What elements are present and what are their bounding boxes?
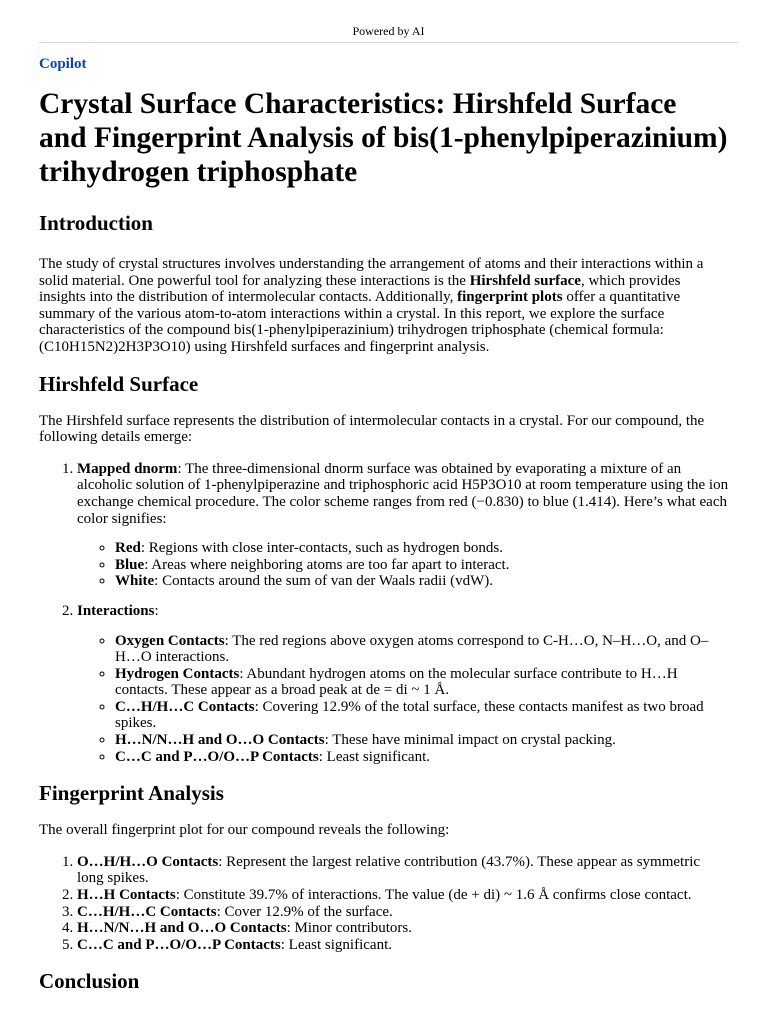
intro-paragraph: The study of crystal structures involves understanding the arrangement of atoms and their interactions within a solid material. One powerful tool for analyzing these interactions is the Hirshfeld surface, which provides insights into the distribution of intermolecular contacts. Additionally, fingerprint plots offer a quantitative summary of the various atom-to-atom interactions within a crystal. In this report, we explore the surface characteristics of the compound bis(1-phenylpiperazinium) trihydrogen triphosphate (chemical formula: (C10H15N2)2H3P3O10) using Hirshfeld surfaces and fingerprint analysis. (39, 256, 704, 355)
section-heading-fingerprint: Fingerprint Analysis (39, 781, 224, 806)
fingerprint-list (39, 854, 729, 954)
section-heading-introduction: Introduction (39, 211, 153, 235)
list-item: ◦ C…C and P…O/O…P Contacts: Least significant. (115, 749, 729, 766)
list-item: ◦ H…N/N…H and O…O Contacts: These have minimal impact on crystal packing. (115, 732, 729, 749)
list-item: 4. H…N/N…H and O…O Contacts: Minor contributors. (77, 920, 729, 937)
list-item: ◦ White: Contacts around the sum of van der Waals radii (vdW). (115, 573, 729, 590)
list-item: 3. C…H/H…C Contacts: Cover 12.9% of the surface. (77, 904, 729, 921)
section-heading-hirshfeld: Hirshfeld Surface (39, 371, 199, 396)
list-item: 2. Interactions: ◦ Oxygen Contacts: The red regions above oxygen atoms correspond to C-H…O, N–H…O, and O–H…O interactions. ◦ Hydrogen Contacts: Abundant hydrogen atoms on the molecular surface contribute to H…H contacts. These appear as a broad peak at de = di ~ 1 Å. ◦ C…H/H…C Contacts: Covering 12.9% of the total surface, these contacts manifest as two broad spikes. ◦ H…N/N…H and O…O Contacts: These have minimal impact on crystal packing. ◦ C…C and P…O/O…P Contacts: Least significant. (77, 603, 729, 765)
interactions-list (77, 633, 729, 766)
list-item: 1. O…H/H…O Contacts: Represent the largest relative contribution (43.7%). These appear as symmetric long spikes. (77, 854, 729, 887)
list-item: 2. H…H Contacts: Constitute 39.7% of interactions. The value (de + di) ~ 1.6 Å confirms close contact. (77, 887, 729, 904)
list-item: 1. Mapped dnorm: The three-dimensional dnorm surface was obtained by evaporating a mixture of an alcoholic solution of 1-phenylpiperazine and triphosphoric acid H5P3O10 at room temperature using the ion exchange chemical procedure. The color scheme ranges from red (−0.830) to blue (1.414). Here’s what each color signifies: ◦ Red: Regions with close inter-contacts, such as hydrogen bonds. ◦ Blue: Areas where neighboring atoms are too far apart to interact. ◦ White: Contacts around the sum of van der Waals radii (vdW). (77, 461, 729, 590)
list-item: ◦ Hydrogen Contacts: Abundant hydrogen atoms on the molecular surface contribute to H…H contacts. These appear as a broad peak at de = di ~ 1 Å. (115, 666, 729, 699)
color-meaning-list (77, 540, 729, 590)
list-item: ◦ C…H/H…C Contacts: Covering 12.9% of the total surface, these contacts manifest as two broad spikes. (115, 699, 729, 732)
list-item: 5. C…C and P…O/O…P Contacts: Least significant. (77, 937, 729, 954)
hirshfeld-list (39, 461, 729, 766)
copilot-link[interactable]: Copilot (39, 56, 87, 72)
hirshfeld-intro: The Hirshfeld surface represents the distribution of intermolecular contacts in a crystal. For our compound, the following details emerge: (39, 412, 705, 446)
section-heading-conclusion: Conclusion (39, 969, 140, 994)
powered-by-banner: Powered by AI (39, 0, 738, 43)
fingerprint-intro: The overall fingerprint plot for our compound reveals the following: (39, 822, 450, 839)
list-item: ◦ Oxygen Contacts: The red regions above oxygen atoms correspond to C-H…O, N–H…O, and O–H…O interactions. (115, 633, 729, 666)
list-item: ◦ Blue: Areas where neighboring atoms are too far apart to interact. (115, 557, 729, 574)
page-title: Crystal Surface Characteristics: Hirshfeld Surface and Fingerprint Analysis of bis(1-phenylpiperazinium) trihydrogen triphosphate (39, 88, 728, 188)
list-item: ◦ Red: Regions with close inter-contacts, such as hydrogen bonds. (115, 540, 729, 557)
